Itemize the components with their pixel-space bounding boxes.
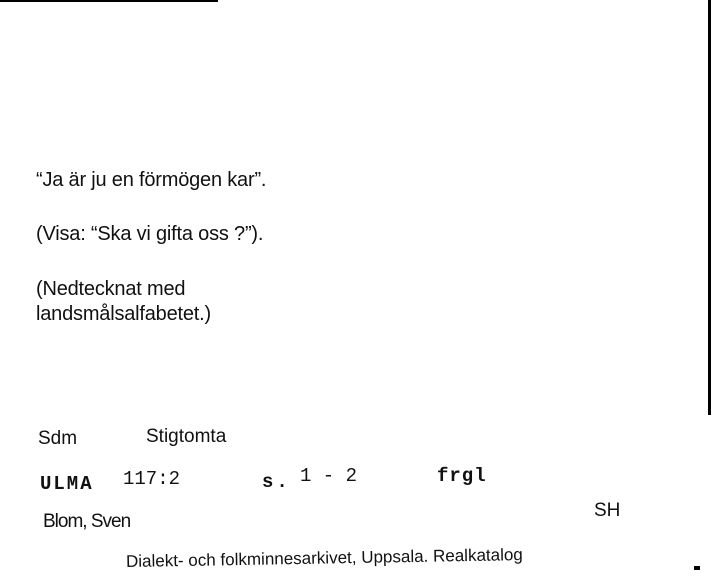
page-label: s. (262, 471, 291, 493)
category-code: frgl (437, 465, 487, 487)
top-edge-mark (0, 0, 218, 2)
right-edge-mark (708, 0, 711, 415)
song-line: (Visa: “Ska vi gifta oss ?”). (36, 223, 264, 245)
archive-code: ULMA (40, 473, 94, 495)
scan-speck (694, 566, 700, 570)
page-range: 1 - 2 (300, 465, 358, 487)
parish-label: Stigtomta (146, 426, 227, 447)
quote-line: “Ja är ju en förmögen kar”. (36, 169, 267, 191)
recorder-name: Blom, Sven (43, 511, 131, 532)
recorder-initials: SH (594, 500, 621, 521)
archive-number: 117:2 (123, 468, 181, 490)
institution-footer: Dialekt- och folkminnesarkivet, Uppsala. Realkatalog (125, 545, 523, 571)
note-line-1: (Nedtecknat med (36, 278, 186, 300)
province-label: Sdm (38, 428, 78, 449)
note-line-2: landsmålsalfabetet.) (36, 303, 211, 325)
